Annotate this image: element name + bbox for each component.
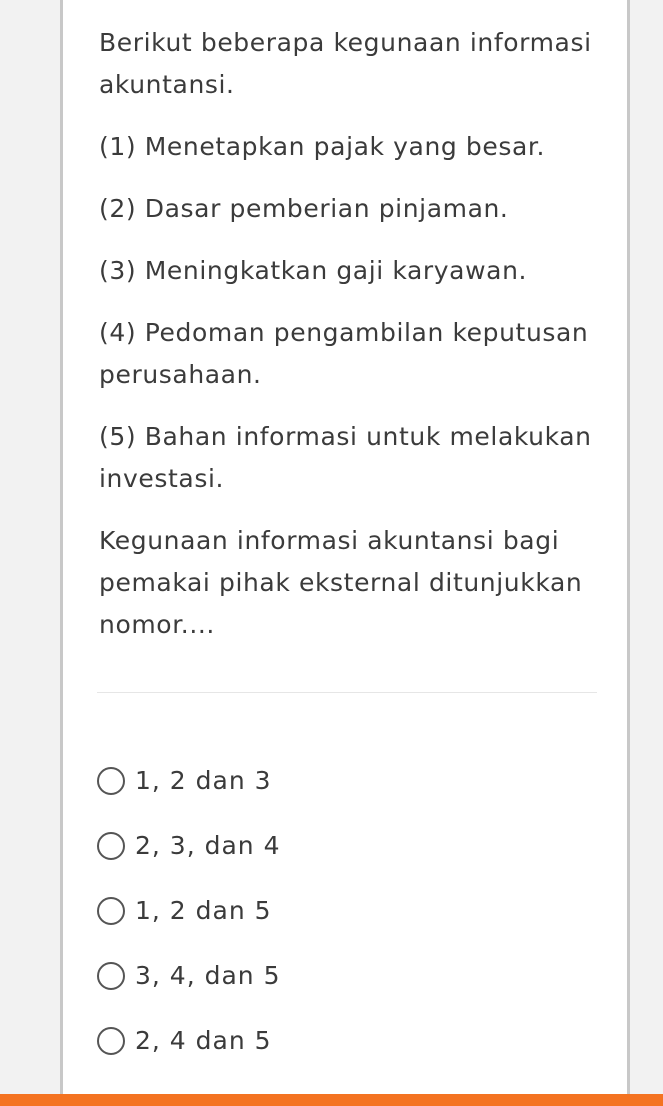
- option-e[interactable]: [97, 1008, 597, 1073]
- option-d[interactable]: [97, 943, 597, 1008]
- question-prompt: Kegunaan informasi akuntansi bagi pemakai pihak eksternal ditunjukkan nomor....: [99, 526, 583, 639]
- question-card: [60, 0, 630, 1094]
- option-label: 2, 4 dan 5: [135, 1026, 272, 1055]
- radio-button-icon[interactable]: [97, 962, 125, 990]
- question-item-4: (4) Pedoman pengambilan keputusan perusahaan.: [99, 318, 589, 389]
- option-label: 2, 3, dan 4: [135, 831, 281, 860]
- radio-button-icon[interactable]: [97, 1027, 125, 1055]
- accent-bar: [0, 1094, 663, 1106]
- option-a[interactable]: [97, 748, 597, 813]
- question-item-5: (5) Bahan informasi untuk melakukan investasi.: [99, 422, 592, 493]
- divider: [97, 692, 597, 693]
- question-item-2: (2) Dasar pemberian pinjaman.: [99, 194, 509, 223]
- option-label: 3, 4, dan 5: [135, 961, 281, 990]
- question-item-3: (3) Meningkatkan gaji karyawan.: [99, 256, 528, 285]
- radio-button-icon[interactable]: [97, 832, 125, 860]
- answer-options: [97, 748, 597, 1073]
- question-text: [99, 22, 609, 666]
- option-c[interactable]: [97, 878, 597, 943]
- radio-button-icon[interactable]: [97, 897, 125, 925]
- option-label: 1, 2 dan 3: [135, 766, 272, 795]
- option-b[interactable]: [97, 813, 597, 878]
- question-item-1: (1) Menetapkan pajak yang besar.: [99, 132, 546, 161]
- radio-button-icon[interactable]: [97, 767, 125, 795]
- question-intro: Berikut beberapa kegunaan informasi akuntansi.: [99, 28, 592, 99]
- option-label: 1, 2 dan 5: [135, 896, 272, 925]
